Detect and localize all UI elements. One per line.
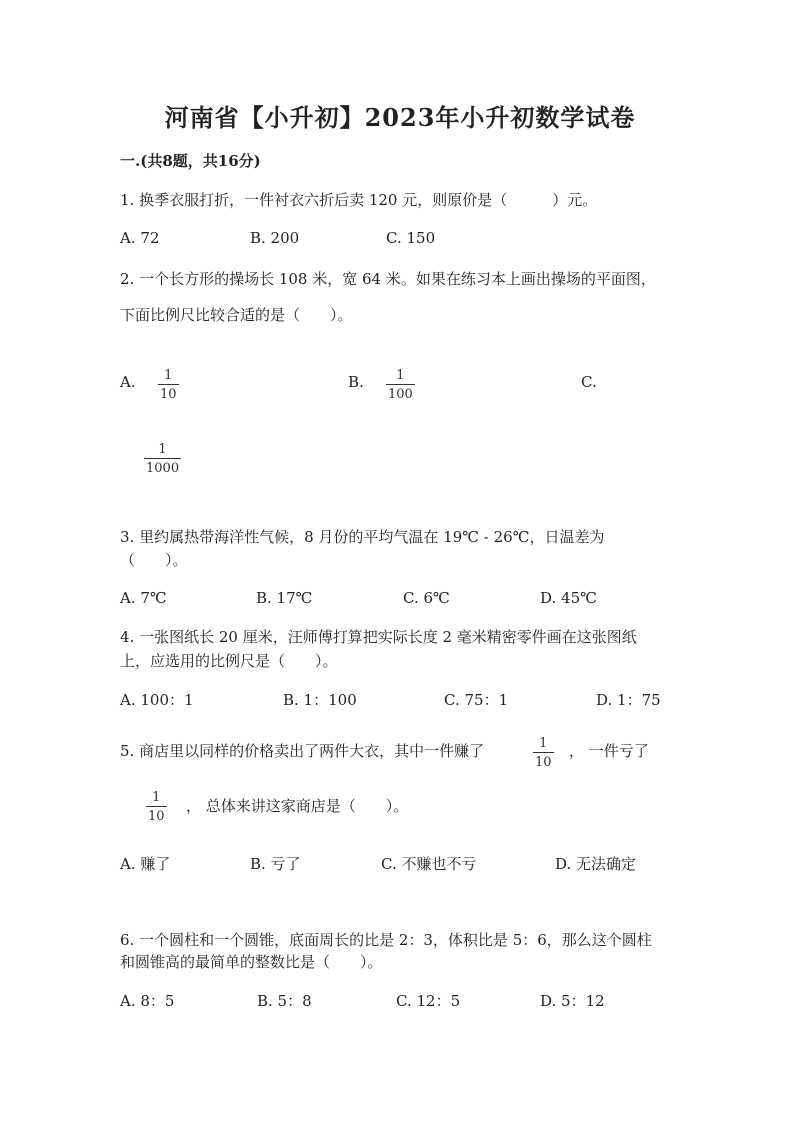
- question-5-option-a: A. 赚了: [120, 855, 171, 873]
- question-5-text-line-2: ， 总体来讲这家商店是（ ）。: [186, 797, 409, 815]
- fraction-numerator: 1: [158, 442, 167, 457]
- question-4-option-c: C. 75：1: [444, 691, 509, 709]
- question-3-option-b: B. 17℃: [256, 589, 313, 607]
- question-2-text-line-1: 2. 一个长方形的操场长 108 米，宽 64 米。如果在练习本上画出操场的平面图，: [120, 270, 656, 288]
- question-4-option-b: B. 1：100: [283, 691, 357, 709]
- question-2-fraction-c: [144, 442, 181, 476]
- question-6-option-d: D. 5：12: [540, 992, 605, 1010]
- question-1-option-c: C. 150: [386, 229, 436, 247]
- fraction-bar: [144, 458, 181, 459]
- question-3-text-line-1: 3. 里约属热带海洋性气候，8 月份的平均气温在 19℃ - 26℃，日温差为: [120, 528, 605, 546]
- question-5-option-d: D. 无法确定: [555, 855, 637, 873]
- question-3-text-line-2: （ ）。: [120, 551, 188, 569]
- question-5-option-b: B. 亏了: [250, 855, 301, 873]
- question-6-option-a: A. 8：5: [120, 992, 175, 1010]
- question-6-text-line-2: 和圆锥高的最简单的整数比是（ ）。: [120, 953, 383, 971]
- fraction-denominator: 10: [160, 387, 177, 402]
- fraction-bar: [386, 384, 415, 385]
- question-5-text-line-1a: 5. 商店里以同样的价格卖出了两件大衣，其中一件赚了: [120, 742, 485, 760]
- fraction-numerator: 1: [539, 736, 548, 751]
- fraction-denominator: 100: [388, 387, 413, 402]
- question-5-option-c: C. 不赚也不亏: [381, 855, 477, 873]
- fraction-bar: [158, 384, 179, 385]
- question-6-text-line-1: 6. 一个圆柱和一个圆锥，底面周长的比是 2：3，体积比是 5：6，那么这个圆柱: [120, 931, 652, 949]
- fraction-numerator: 1: [164, 368, 173, 383]
- page-title: 河南省【小升初】2023年小升初数学试卷: [164, 103, 636, 132]
- fraction-bar: [146, 806, 167, 807]
- question-2-text-line-2: 下面比例尺比较合适的是（ ）。: [120, 306, 353, 324]
- question-1-text: 1. 换季衣服打折，一件衬衣六折后卖 120 元，则原价是（ ）元。: [120, 191, 598, 209]
- question-2-fraction-b: [386, 368, 415, 402]
- question-5-fraction-loss: [146, 790, 167, 824]
- question-5-fraction-gain: [533, 736, 554, 770]
- fraction-denominator: 10: [535, 755, 552, 770]
- fraction-denominator: 10: [148, 809, 165, 824]
- fraction-numerator: 1: [396, 368, 405, 383]
- fraction-numerator: 1: [152, 790, 161, 805]
- question-2-option-a: A.: [120, 373, 136, 391]
- question-2-option-c: C.: [581, 373, 597, 391]
- fraction-bar: [533, 752, 554, 753]
- question-2-option-b: B.: [348, 373, 364, 391]
- question-6-option-b: B. 5：8: [257, 992, 312, 1010]
- question-3-option-d: D. 45℃: [540, 589, 597, 607]
- question-4-option-d: D. 1：75: [596, 691, 661, 709]
- question-1-option-a: A. 72: [120, 229, 160, 247]
- section-heading: 一.(共8题，共16分): [120, 152, 261, 170]
- question-4-text-line-1: 4. 一张图纸长 20 厘米，汪师傅打算把实际长度 2 毫米精密零件画在这张图纸: [120, 628, 637, 646]
- question-4-text-line-2: 上，应选用的比例尺是（ ）。: [120, 652, 338, 670]
- question-3-option-a: A. 7℃: [120, 589, 167, 607]
- question-5-text-line-1b: ， 一件亏了: [569, 742, 649, 760]
- question-4-option-a: A. 100：1: [120, 691, 194, 709]
- fraction-denominator: 1000: [146, 461, 180, 476]
- question-2-fraction-a: [158, 368, 179, 402]
- question-3-option-c: C. 6℃: [403, 589, 450, 607]
- question-1-option-b: B. 200: [250, 229, 300, 247]
- question-6-option-c: C. 12：5: [396, 992, 461, 1010]
